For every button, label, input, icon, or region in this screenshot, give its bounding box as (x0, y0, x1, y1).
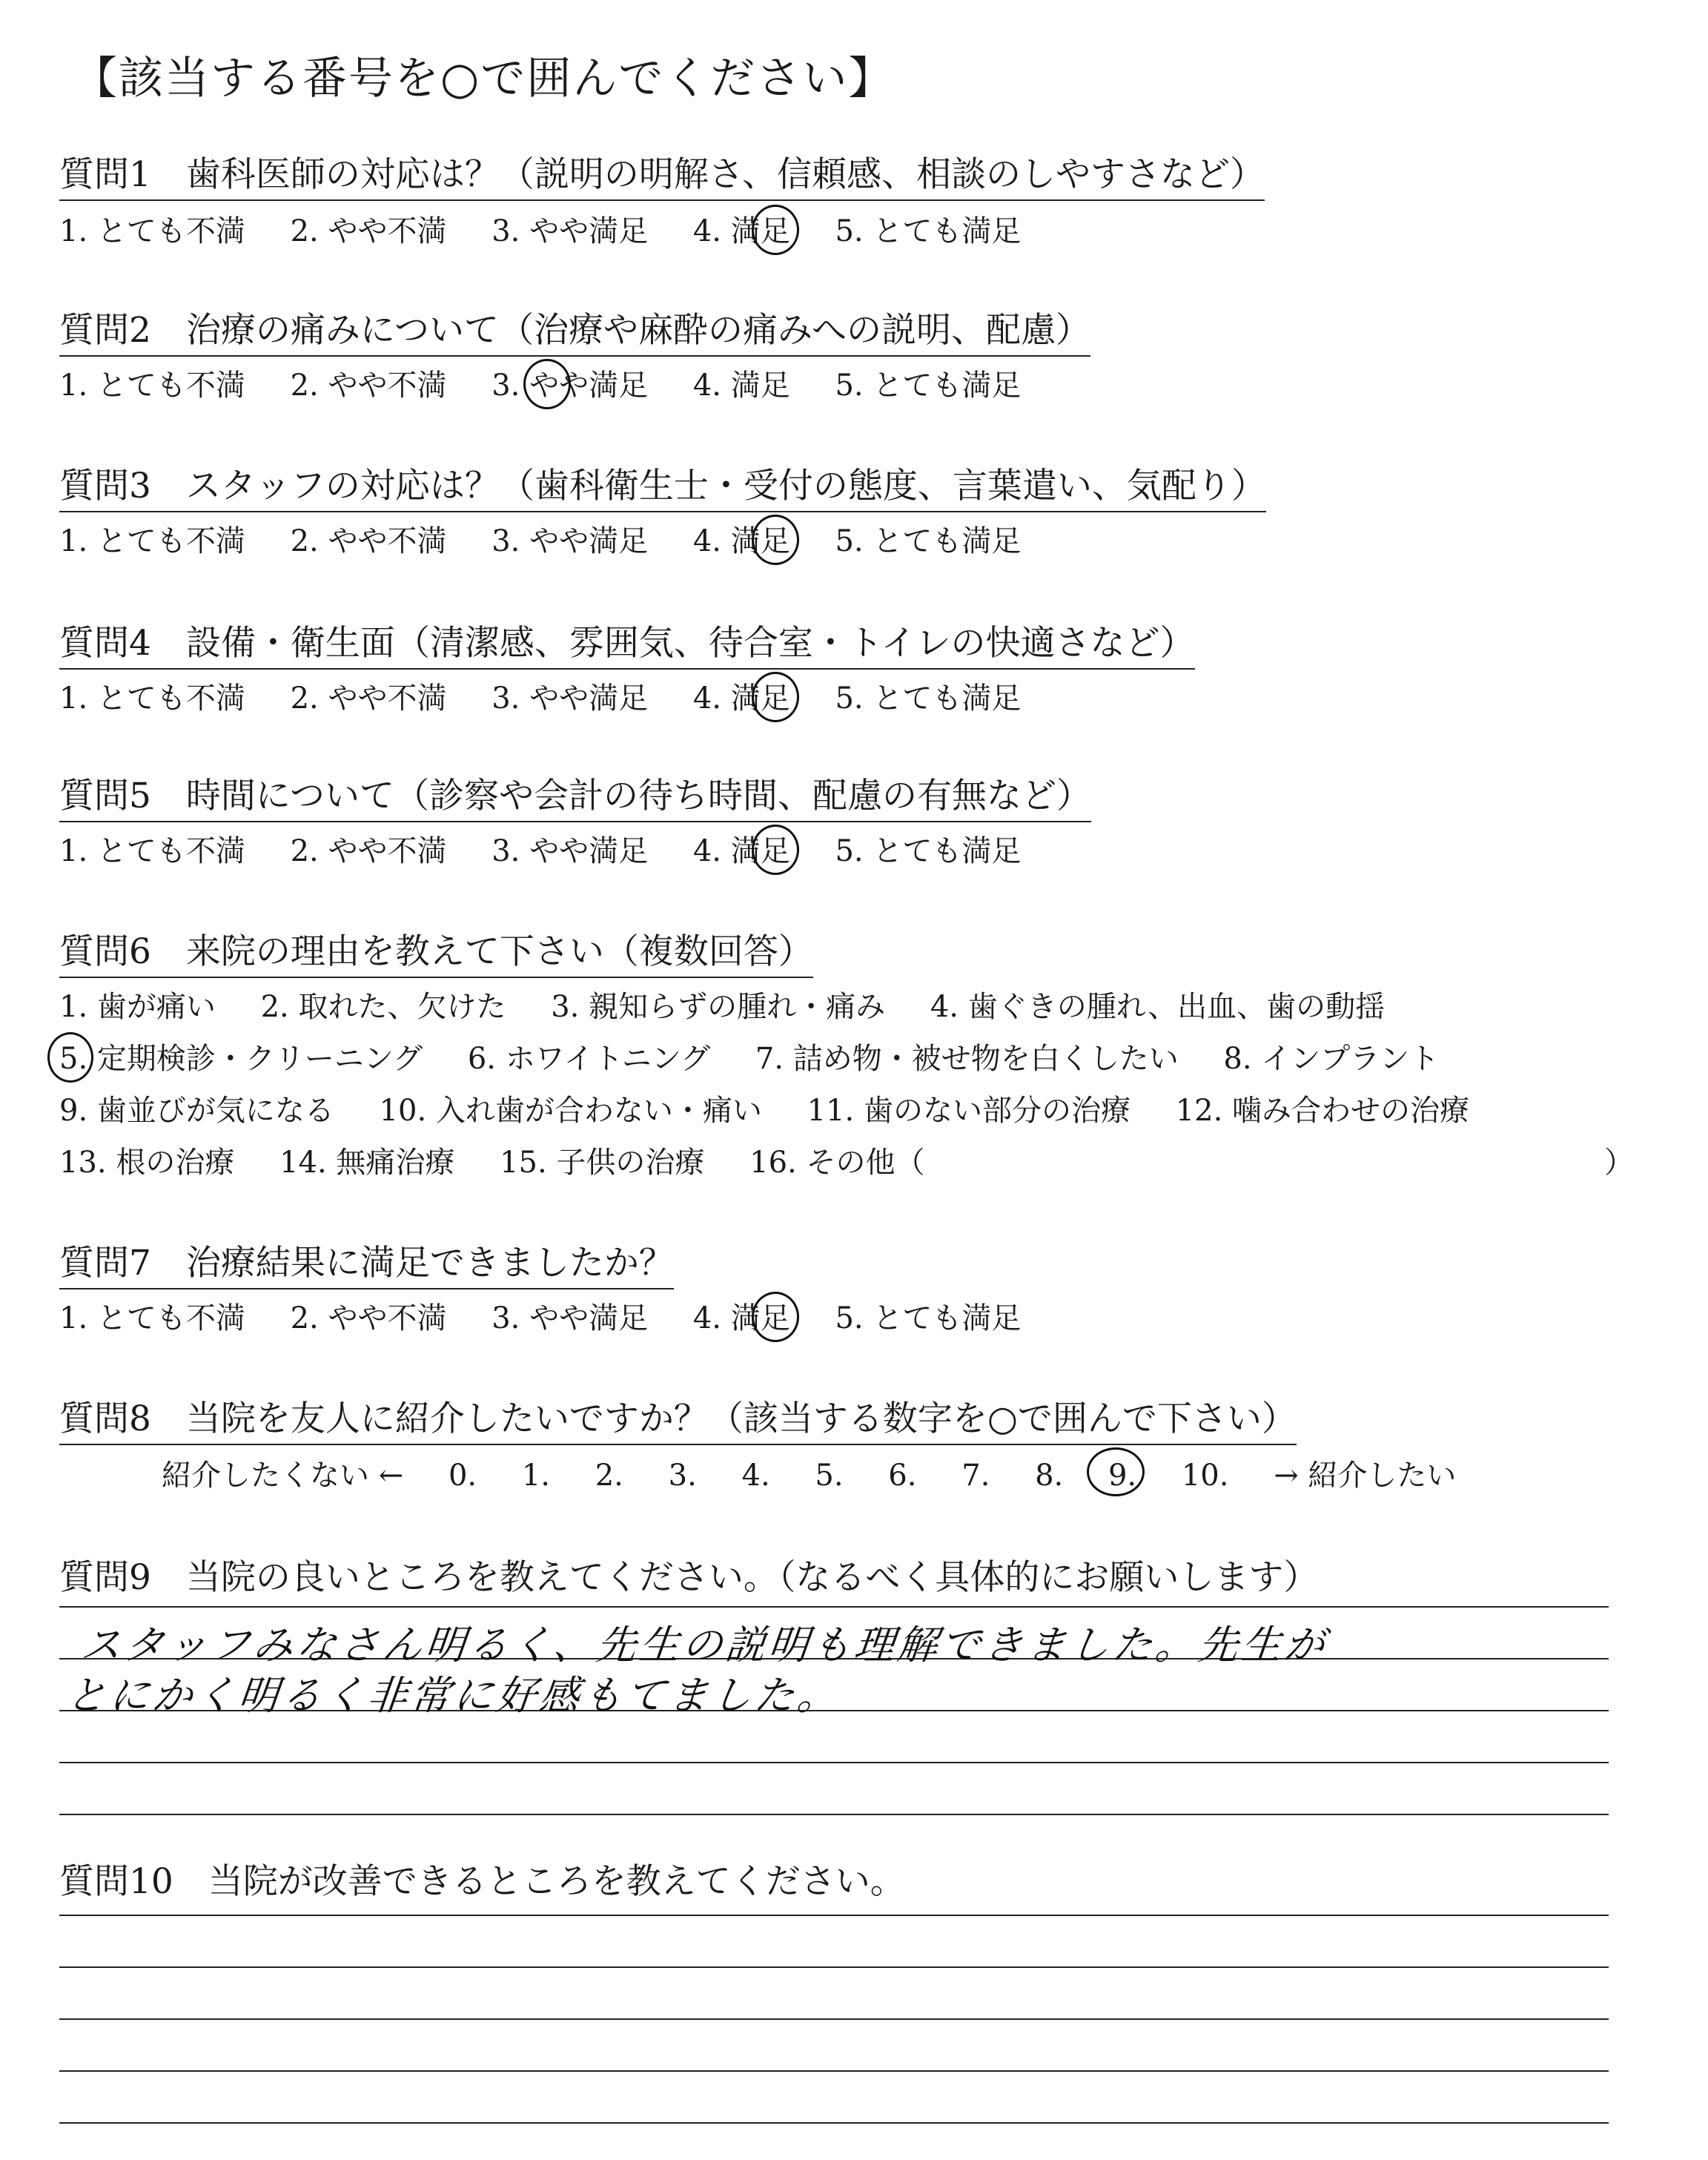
question-5-options (59, 828, 1056, 870)
q5-selection-circle (752, 825, 799, 875)
q9-handwritten-answer-line-2[interactable]: とにかく明るく非常に好感もてました。 (64, 1672, 843, 1719)
q6-reason-5[interactable]: 5. 定期検診・クリーニング (59, 1042, 423, 1076)
q6-reason-13[interactable]: 13. 根の治療 (59, 1146, 235, 1180)
q6-reason-12[interactable]: 12. 噛み合わせの治療 (1175, 1094, 1470, 1128)
question-2-heading: 質問2 治療の痛みについて（治療や麻酔の痛みへの説明、配慮） (59, 303, 1090, 357)
q9-ruled-line-5 (59, 1814, 1609, 1815)
q10-ruled-line-2 (59, 1966, 1609, 1968)
q5-option-3[interactable]: 3. やや満足 (491, 834, 649, 868)
q4-option-5[interactable]: 5. とても満足 (835, 681, 1022, 716)
question-3-options (59, 518, 1056, 560)
q2-selection-circle (523, 359, 571, 409)
q8-left-label: 紹介したくない ← (162, 1459, 404, 1493)
q7-option-5[interactable]: 5. とても満足 (835, 1301, 1022, 1335)
q5-option-4[interactable]: 4. 満足 (692, 834, 790, 868)
q4-option-4[interactable]: 4. 満足 (692, 681, 790, 716)
q3-option-1[interactable]: 1. とても不満 (59, 524, 245, 558)
q7-option-1[interactable]: 1. とても不満 (59, 1301, 245, 1335)
q6-reason-15[interactable]: 15. 子供の治療 (500, 1146, 705, 1180)
question-9-heading: 質問9 当院の良いところを教えてください。（なるべく具体的にお願いします） (59, 1557, 1319, 1598)
q4-selection-circle (752, 672, 799, 722)
q8-option-1[interactable]: 1. (521, 1459, 551, 1493)
q6-reason-8[interactable]: 8. インプラント (1223, 1042, 1440, 1076)
question-5-heading: 質問5 時間について（診察や会計の待ち時間、配慮の有無など） (59, 768, 1091, 822)
q7-option-2[interactable]: 2. やや不満 (290, 1301, 447, 1335)
q6-reason-2[interactable]: 2. 取れた、欠けた (260, 990, 506, 1024)
q6-reason-16[interactable]: 16. その他（ (749, 1146, 925, 1180)
question-3-heading: 質問3 スタッフの対応は？（歯科衛生士・受付の態度、言葉遣い、気配り） (59, 458, 1266, 512)
q4-option-2[interactable]: 2. やや不満 (290, 681, 447, 716)
q6-reason-3[interactable]: 3. 親知らずの腫れ・痛み (551, 990, 886, 1024)
q10-ruled-line-3 (59, 2018, 1609, 2020)
q8-right-label: → 紹介したい (1274, 1459, 1457, 1493)
q8-option-6[interactable]: 6. (888, 1459, 917, 1493)
q6-other-close-paren: ） (1604, 1146, 1634, 1180)
q6-reason-4[interactable]: 4. 歯ぐきの腫れ、出血、歯の動揺 (930, 990, 1386, 1024)
q6-reasons-line-4 (59, 1139, 960, 1181)
q3-option-5[interactable]: 5. とても満足 (835, 524, 1022, 558)
q6-selection-circle (47, 1032, 93, 1083)
q10-ruled-line-4 (59, 2070, 1609, 2072)
q6-reasons-line-3 (59, 1087, 1505, 1129)
question-8-heading: 質問8 当院を友人に紹介したいですか？（該当する数字を○で囲んで下さい） (59, 1391, 1297, 1445)
q8-option-4[interactable]: 4. (741, 1459, 770, 1493)
q8-option-8[interactable]: 8. (1035, 1459, 1064, 1493)
question-10-heading: 質問10 当院が改善できるところを教えてください。 (59, 1861, 905, 1902)
q1-option-1[interactable]: 1. とても不満 (59, 214, 245, 248)
q7-option-4[interactable]: 4. 満足 (692, 1301, 790, 1335)
q6-reason-11[interactable]: 11. 歯のない部分の治療 (807, 1094, 1131, 1128)
q3-option-3[interactable]: 3. やや満足 (491, 524, 649, 558)
q4-option-3[interactable]: 3. やや満足 (491, 681, 649, 716)
q8-scale (162, 1452, 1492, 1494)
question-4-options (59, 675, 1056, 717)
q6-reason-9[interactable]: 9. 歯並びが気になる (59, 1094, 334, 1128)
q6-reason-10[interactable]: 10. 入れ歯が合わない・痛い (379, 1094, 762, 1128)
q3-selection-circle (752, 515, 799, 565)
q4-option-1[interactable]: 1. とても不満 (59, 681, 245, 716)
q2-option-4[interactable]: 4. 満足 (692, 369, 790, 403)
q8-option-3[interactable]: 3. (668, 1459, 697, 1493)
question-7-options (59, 1295, 1056, 1337)
q5-option-2[interactable]: 2. やや不満 (290, 834, 447, 868)
q8-selection-circle (1087, 1447, 1145, 1496)
q8-option-0[interactable]: 0. (448, 1459, 477, 1493)
q1-option-2[interactable]: 2. やや不満 (290, 214, 447, 248)
q8-option-7[interactable]: 7. (961, 1459, 990, 1493)
q1-option-5[interactable]: 5. とても満足 (835, 214, 1022, 248)
q1-selection-circle (752, 205, 799, 255)
q8-option-5[interactable]: 5. (815, 1459, 844, 1493)
q10-ruled-line-5 (59, 2122, 1609, 2124)
q2-option-2[interactable]: 2. やや不満 (290, 369, 447, 403)
q9-ruled-line-4 (59, 1762, 1609, 1763)
q3-option-2[interactable]: 2. やや不満 (290, 524, 447, 558)
q6-reason-1[interactable]: 1. 歯が痛い (59, 990, 216, 1024)
q2-option-3[interactable]: 3. やや満足 (491, 369, 649, 403)
question-1-options (59, 208, 1056, 250)
q6-reasons-line-2 (59, 1035, 1474, 1077)
q9-ruled-line-1 (59, 1606, 1609, 1608)
q7-selection-circle (752, 1292, 799, 1342)
q6-reason-7[interactable]: 7. 詰め物・被せ物を白くしたい (755, 1042, 1179, 1076)
q8-option-9[interactable]: 9. (1108, 1459, 1137, 1493)
question-7-heading: 質問7 治療結果に満足できましたか？ (59, 1235, 674, 1289)
q2-option-1[interactable]: 1. とても不満 (59, 369, 245, 403)
q1-option-3[interactable]: 3. やや満足 (491, 214, 649, 248)
page-title: 【該当する番号を○で囲んでください】 (73, 53, 895, 105)
q5-option-5[interactable]: 5. とても満足 (835, 834, 1022, 868)
q5-option-1[interactable]: 1. とても不満 (59, 834, 245, 868)
q6-reason-6[interactable]: 6. ホワイトニング (467, 1042, 711, 1076)
q2-option-5[interactable]: 5. とても満足 (835, 369, 1022, 403)
question-6-heading: 質問6 来院の理由を教えて下さい（複数回答） (59, 924, 813, 978)
q3-option-4[interactable]: 4. 満足 (692, 524, 790, 558)
q7-option-3[interactable]: 3. やや満足 (491, 1301, 649, 1335)
q6-reason-14[interactable]: 14. 無痛治療 (279, 1146, 455, 1180)
question-4-heading: 質問4 設備・衛生面（清潔感、雰囲気、待合室・トイレの快適さなど） (59, 615, 1195, 670)
question-1-heading: 質問1 歯科医師の対応は？（説明の明解さ、信頼感、相談のしやすさなど） (59, 147, 1265, 201)
q9-handwritten-answer-line-1[interactable]: スタッフみなさん明るく、先生の説明も理解できました。先生が (79, 1622, 1330, 1668)
q1-option-4[interactable]: 4. 満足 (692, 214, 790, 248)
q6-reasons-line-1 (59, 983, 1420, 1025)
q10-ruled-line-1 (59, 1915, 1609, 1916)
q8-option-2[interactable]: 2. (595, 1459, 623, 1493)
q8-option-10[interactable]: 10. (1181, 1459, 1229, 1493)
